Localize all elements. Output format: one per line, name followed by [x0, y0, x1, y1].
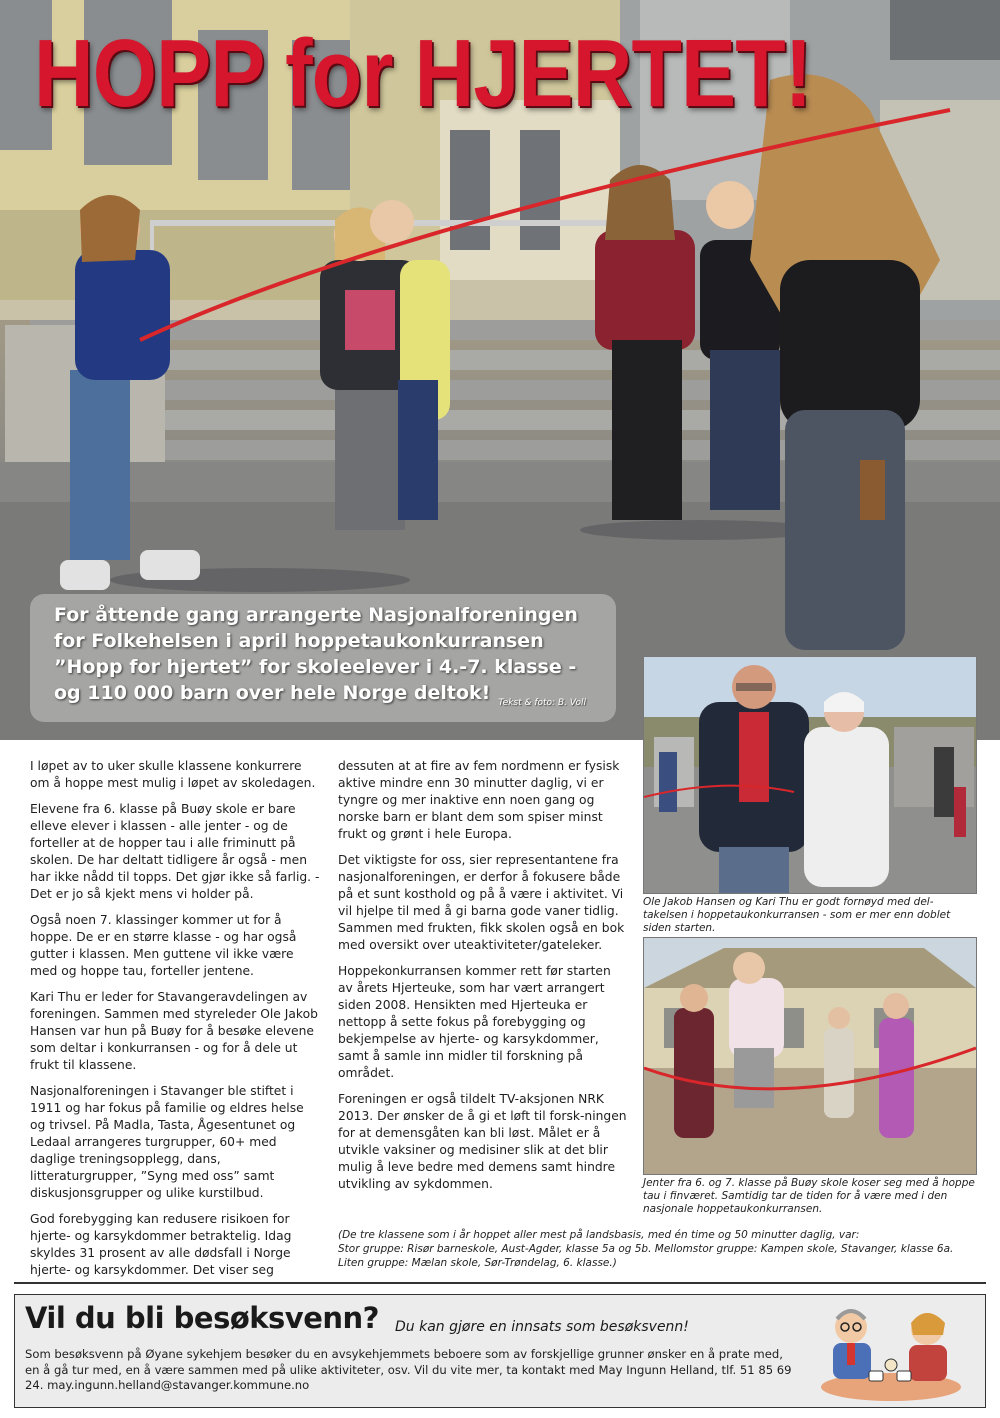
article-column-1: [30, 758, 320, 1288]
paragraph: Hoppekonkurransen kommer rett før starten av årets Hjerteuke, som har vært arrangert siden 2008. Hensikten med Hjerteuka er nettopp å sette fokus på forebygging og bekjempelse av hjerte- og karsykdommer, samt å samle inn midler til forskning på området.: [338, 964, 611, 1080]
headline: HOPP for HJERTET!: [34, 20, 812, 127]
ad-title: Vil du bli besøksvenn?: [25, 1301, 379, 1335]
ad-body: Som besøksvenn på Øyane sykehjem besøker du en avsykehjemmets beboere som av forskjellige grunner ønsker en å prate med, en å gå tur med, en å være sammen med på ulike aktiviteter, osv. Vil du vite mer, ta kontakt med May Ingunn Helland, tlf. 51 85 69 24. may.ingunn.helland@stavanger.kommune.no: [25, 1347, 792, 1392]
photo-caption-2: Jenter fra 6. og 7. klasse på Buøy skole koser seg med å hoppe tau i finværet. Samtidig tar de tiden for å være med i den nasjonale hoppetaukonkurransen.: [643, 1177, 975, 1215]
paragraph: Det viktigste for oss, sier representantene fra nasjonalforeningen, er derfor å fokusere både på et sunt kosthold og på å være i aktivitet. Vi vil hjelpe til med å gi barna gode vaner tidlig. Sammen med frukten, fikk skolen også en bok med oversikt over uteaktiviteter/gateleker.: [338, 853, 625, 952]
paragraph: Også noen 7. klassinger kommer ut for å hoppe. De er en større klasse - og har også gutter i klassen. Men guttene vil ikke være med og hoppe tau, forteller jentene.: [30, 913, 297, 978]
paragraph: Elevene fra 6. klasse på Buøy skole er bare elleve elever i klassen - alle jenter - og de forteller at de hopper tau i alle friminutt på skolen. De har deltatt tidligere år også - men har ikke nådd til topps. Det gjør ikke så farlig. - Det er jo så kjekt mens vi holder på.: [30, 802, 320, 901]
section-divider: [14, 1282, 986, 1284]
couple-photo: [643, 656, 977, 894]
footnote-line: Stor gruppe: Risør barneskole, Aust-Agder, klasse 5a og 5b. Mellomstor gruppe: Kampen skole, Stavanger, klasse 6a.: [338, 1243, 954, 1255]
paragraph: Foreningen er også tildelt TV-aksjonen NRK 2013. Der ønsker de å gi et løft til forsk-ningen for at demensgåten kan bli løst. Målet er å utvikle vaksiner og medisiner slik at det blir mulig å leve bedre med demens samt hindre utvikling av sykdommen.: [338, 1092, 627, 1191]
paragraph: I løpet av to uker skulle klassene konkurrere om å hoppe mest mulig i løpet av skoledagen.: [30, 759, 316, 790]
couple-photo-illustration: [644, 657, 976, 893]
footnote-line: Liten gruppe: Mælan skole, Sør-Trøndelag, 6. klasse.): [338, 1257, 617, 1269]
footnote-line: (De tre klassene som i år hoppet aller mest på landsbasis, med én time og 50 minutter daglig, var:: [338, 1229, 860, 1241]
paragraph: Nasjonalforeningen i Stavanger ble stiftet i 1911 og har fokus på familie og eldres helse og trivsel. På Madla, Tasta, Ågesentunet og Ledaal arrangeres turgrupper, 60+ med daglige treningsopplegg, dans, litteraturgrupper, ”Syng med oss” samt diskusjonsgrupper og ulike kurstilbud.: [30, 1084, 304, 1200]
lede-box: [30, 594, 616, 722]
paragraph: God forebygging kan redusere risikoen for hjerte- og karsykdommer betraktelig. Idag skyldes 31 prosent av alle dødsfall i Norge hjerte- og karsykdommer. Det viser seg: [30, 1212, 292, 1277]
lede-text: For åttende gang arrangerte Nasjonalforeningen for Folkehelsen i april hoppetaukonkurransen ”Hopp for hjertet” for skoleelever i 4.-7. klasse - og 110 000 barn over hele Norge deltok!: [54, 604, 578, 704]
coffee-friends-illustration: [811, 1299, 971, 1403]
jumping-girls-illustration: [644, 938, 976, 1174]
photo-caption-1: Ole Jakob Hansen og Kari Thu er godt fornøyd med del-takelsen i hoppetaukonkurransen - som er mer enn doblet siden starten.: [643, 896, 951, 934]
paragraph: Kari Thu er leder for Stavangeravdelingen av foreningen. Sammen med styreleder Ole Jakob Hansen var hun på Buøy for å besøke elevene som deltar i konkurransen - og for å dele ut frukt til klassene.: [30, 990, 318, 1072]
results-footnote: [338, 1228, 978, 1270]
jumping-girls-photo: [643, 937, 977, 1175]
volunteer-ad-box: [14, 1294, 986, 1408]
paragraph: dessuten at at fire av fem nordmenn er fysisk aktive mindre enn 30 minutter daglig, vi er tyngre og mer inaktive enn noen gang og norske barn er blant dem som spiser minst frukt og grønt i hele Europa.: [338, 759, 620, 841]
photo-credit: Tekst & foto: B. Voll: [498, 698, 586, 708]
article-column-2: [338, 758, 628, 1202]
ad-subtitle: Du kan gjøre en innsats som besøksvenn!: [395, 1319, 689, 1335]
